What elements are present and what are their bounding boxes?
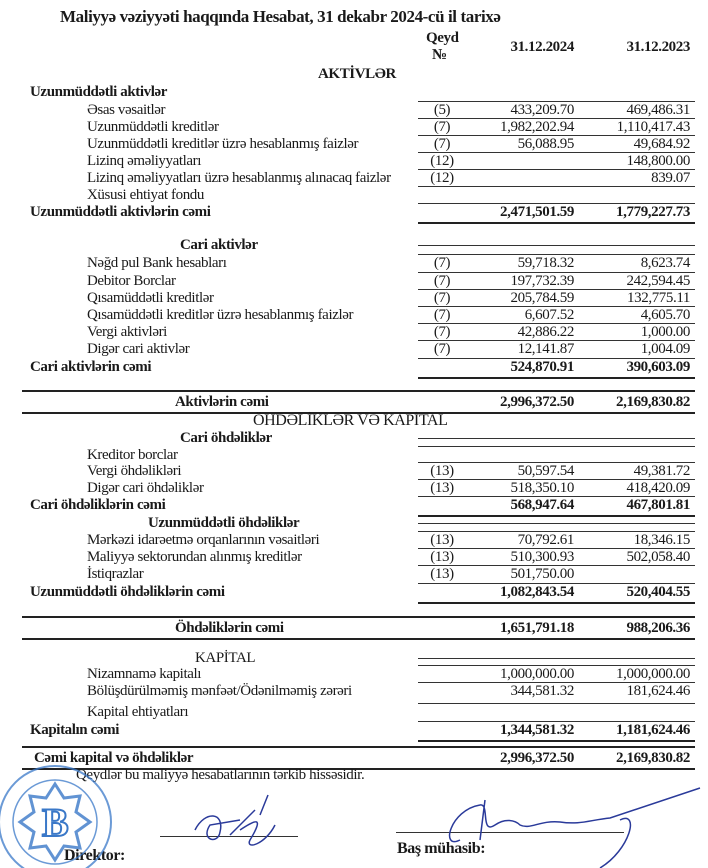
note-ref: (13) — [430, 463, 454, 479]
row-label: AKTİVLƏR — [318, 66, 396, 82]
row-label: Lizinq əməliyyatları — [87, 153, 202, 169]
row-top-rule — [418, 254, 695, 255]
value-2024: 50,597.54 — [517, 463, 574, 479]
column-header-2023: 31.12.2023 — [626, 39, 690, 55]
value-2023: 242,594.45 — [626, 273, 690, 289]
row-label: Debitor Borclar — [87, 273, 176, 289]
row-label: Uzunmüddətli aktivlər — [30, 84, 168, 100]
value-2024: 510,300.93 — [510, 549, 574, 565]
row-top-rule — [418, 479, 695, 480]
row-top-rule — [418, 323, 695, 324]
value-2024: 205,784.59 — [510, 290, 574, 306]
note-column-header: Qeyd — [426, 30, 459, 46]
row-top-rule — [418, 565, 695, 566]
value-2023: 49,684.92 — [633, 136, 690, 152]
page-title: Maliyyə vəziyyəti haqqında Hesabat, 31 dekabr 2024-cü il tarixə — [60, 7, 501, 26]
section-rule — [418, 523, 695, 524]
director-signature — [180, 790, 300, 860]
value-2023: 181,624.46 — [626, 683, 690, 699]
value-2023: 1,004.09 — [640, 341, 690, 357]
value-2024: 2,471,501.59 — [500, 204, 574, 220]
row-label: Maliyyə sektorundan alınmış kreditlər — [87, 549, 302, 565]
value-2024: 42,886.22 — [517, 324, 574, 340]
value-2023: 1,181,624.46 — [616, 722, 690, 738]
value-2023: 49,381.72 — [633, 463, 690, 479]
row-label: Nəğd pul Bank hesabları — [87, 255, 227, 271]
row-label: Qısamüddətli kreditlər üzrə hesablanmış faizlər — [87, 307, 354, 323]
row-label: Digər cari öhdəliklər — [87, 480, 204, 496]
total-top-rule — [418, 203, 695, 204]
note-ref: (12) — [430, 170, 454, 186]
row-top-rule — [418, 169, 695, 170]
value-2024: 12,141.87 — [517, 341, 574, 357]
row-top-rule — [418, 135, 695, 136]
section-rule — [418, 245, 695, 246]
row-label: Qısamüddətli kreditlər — [87, 290, 214, 306]
row-label: Bölüşdürülməmiş mənfəət/Ödənilməmiş zərəri — [87, 683, 352, 699]
row-top-rule — [418, 462, 695, 463]
svg-text:B: B — [42, 800, 69, 845]
value-2024: 518,350.10 — [510, 480, 574, 496]
value-2023: 148,800.00 — [626, 153, 690, 169]
total-top-rule — [418, 358, 695, 359]
note-ref: (13) — [430, 566, 454, 582]
grand-bottom-rule — [22, 638, 695, 640]
grand-top-rule — [22, 616, 695, 618]
value-2024: 197,732.39 — [510, 273, 574, 289]
note-ref: (7) — [433, 136, 451, 152]
row-label: Cari aktivlər — [180, 237, 258, 253]
value-2023: 1,000.00 — [640, 324, 690, 340]
row-top-rule — [418, 272, 695, 273]
row-label: KAPİTAL — [195, 650, 256, 666]
row-label: Uzunmüddətli aktivlərin cəmi — [30, 204, 211, 220]
row-top-rule — [418, 446, 695, 447]
value-2024: 1,000,000.00 — [500, 666, 574, 682]
column-header-2024: 31.12.2024 — [510, 39, 574, 55]
total-bottom-rule — [418, 377, 695, 379]
row-top-rule — [418, 340, 695, 341]
value-2023: 839.07 — [651, 170, 690, 186]
note-ref: (13) — [430, 480, 454, 496]
row-label: Lizinq əməliyyatları üzrə hesablanmış alınacaq faizlər — [87, 170, 391, 186]
value-2023: 467,801.81 — [626, 497, 690, 513]
value-2023: 8,623.74 — [640, 255, 690, 271]
note-ref: (7) — [433, 119, 451, 135]
row-label: İstiqrazlar — [87, 566, 144, 582]
row-top-rule — [418, 101, 695, 102]
footer-note: Qeydlər bu maliyyə hesabatlarının tərkib hissəsidir. — [76, 767, 365, 783]
row-label: Nizamnamə kapitalı — [87, 666, 202, 682]
note-ref: (7) — [433, 290, 451, 306]
row-label: Xüsusi ehtiyat fondu — [87, 187, 204, 203]
value-2024: 56,088.95 — [517, 136, 574, 152]
row-top-rule — [418, 289, 695, 290]
value-2024: 524,870.91 — [510, 359, 574, 375]
value-2023: 2,169,830.82 — [616, 750, 690, 766]
value-2023: 520,404.55 — [626, 584, 690, 600]
value-2023: 390,603.09 — [626, 359, 690, 375]
value-2024: 344,581.32 — [510, 683, 574, 699]
value-2024: 70,792.61 — [517, 532, 574, 548]
value-2024: 1,982,202.94 — [500, 119, 574, 135]
value-2023: 132,775.11 — [627, 290, 690, 306]
row-label: ÖHDƏLİKLƏR VƏ KAPİTAL — [253, 412, 448, 429]
row-label: Vergi aktivləri — [87, 324, 167, 340]
value-2023: 1,000,000.00 — [616, 666, 690, 682]
total-top-rule — [418, 583, 695, 584]
row-label: Uzunmüddətli öhdəliklər — [148, 515, 300, 531]
row-label: Mərkəzi idarəetmə orqanlarının vəsaitləri — [87, 532, 320, 548]
note-ref: (7) — [433, 307, 451, 323]
value-2024: 568,947.64 — [510, 497, 574, 513]
value-2023: 418,420.09 — [626, 480, 690, 496]
row-label: Vergi öhdəlikləri — [87, 463, 182, 479]
row-top-rule — [418, 118, 695, 119]
value-2023: 4,605.70 — [640, 307, 690, 323]
row-label: Kapitalın cəmi — [30, 722, 119, 738]
row-label: Cari öhdəliklər — [180, 430, 272, 446]
value-2024: 501,750.00 — [510, 566, 574, 582]
row-label: Uzunmüddətli kreditlər üzrə hesablanmış faizlər — [87, 136, 359, 152]
director-label: Direktor: — [64, 847, 125, 864]
total-top-rule — [418, 721, 695, 722]
total-bottom-rule — [418, 740, 695, 742]
value-2024: 433,209.70 — [510, 102, 574, 118]
row-label: Uzunmüddətli öhdəliklərin cəmi — [30, 584, 225, 600]
grand-top-rule — [22, 746, 695, 748]
note-ref: (13) — [430, 532, 454, 548]
row-label: Kreditor borclar — [87, 447, 178, 463]
row-label: Cari aktivlərin cəmi — [30, 359, 152, 375]
row-label: Öhdəliklərin cəmi — [175, 620, 284, 636]
accountant-label: Baş mühasib: — [397, 840, 486, 857]
row-top-rule — [418, 682, 695, 683]
row-label: Əsas vəsaitlər — [87, 102, 166, 118]
note-ref: (7) — [433, 273, 451, 289]
row-top-rule — [418, 186, 695, 187]
row-label: Aktivlərin cəmi — [175, 394, 269, 410]
total-bottom-rule — [418, 602, 695, 604]
section-rule — [418, 438, 695, 439]
total-bottom-rule — [418, 222, 695, 224]
value-2024: 2,996,372.50 — [500, 394, 574, 410]
value-2023: 1,110,417.43 — [616, 119, 690, 135]
value-2024: 59,718.32 — [517, 255, 574, 271]
note-ref: (7) — [433, 324, 451, 340]
note-ref: (13) — [430, 549, 454, 565]
value-2023: 502,058.40 — [626, 549, 690, 565]
row-label: Cəmi kapital və öhdəliklər — [34, 750, 194, 766]
row-top-rule — [418, 703, 695, 704]
value-2023: 18,346.15 — [633, 532, 690, 548]
value-2024: 1,344,581.32 — [500, 722, 574, 738]
note-ref: (12) — [430, 153, 454, 169]
value-2024: 1,651,791.18 — [500, 620, 574, 636]
row-top-rule — [418, 531, 695, 532]
note-ref: (7) — [433, 341, 451, 357]
value-2023: 469,486.31 — [626, 102, 690, 118]
note-ref: (7) — [433, 255, 451, 271]
value-2023: 1,779,227.73 — [616, 204, 690, 220]
value-2024: 2,996,372.50 — [500, 750, 574, 766]
row-label: Uzunmüddətli kreditlər — [87, 119, 219, 135]
accountant-signature — [440, 780, 708, 868]
row-label: Kapital ehtiyatları — [87, 704, 189, 720]
total-top-rule — [418, 496, 695, 497]
row-label: Digər cari aktivlər — [87, 341, 190, 357]
row-top-rule — [418, 665, 695, 666]
row-top-rule — [418, 152, 695, 153]
value-2024: 1,082,843.54 — [500, 584, 574, 600]
grand-top-rule — [22, 390, 695, 392]
section-rule — [418, 658, 695, 659]
note-ref: (5) — [433, 102, 451, 118]
value-2023: 2,169,830.82 — [616, 394, 690, 410]
row-top-rule — [418, 548, 695, 549]
value-2024: 6,607.52 — [524, 307, 574, 323]
row-label: Cari öhdəliklərin cəmi — [30, 497, 166, 513]
note-number-header: № — [432, 47, 447, 63]
row-top-rule — [418, 306, 695, 307]
company-stamp — [0, 752, 120, 868]
value-2023: 988,206.36 — [626, 620, 690, 636]
